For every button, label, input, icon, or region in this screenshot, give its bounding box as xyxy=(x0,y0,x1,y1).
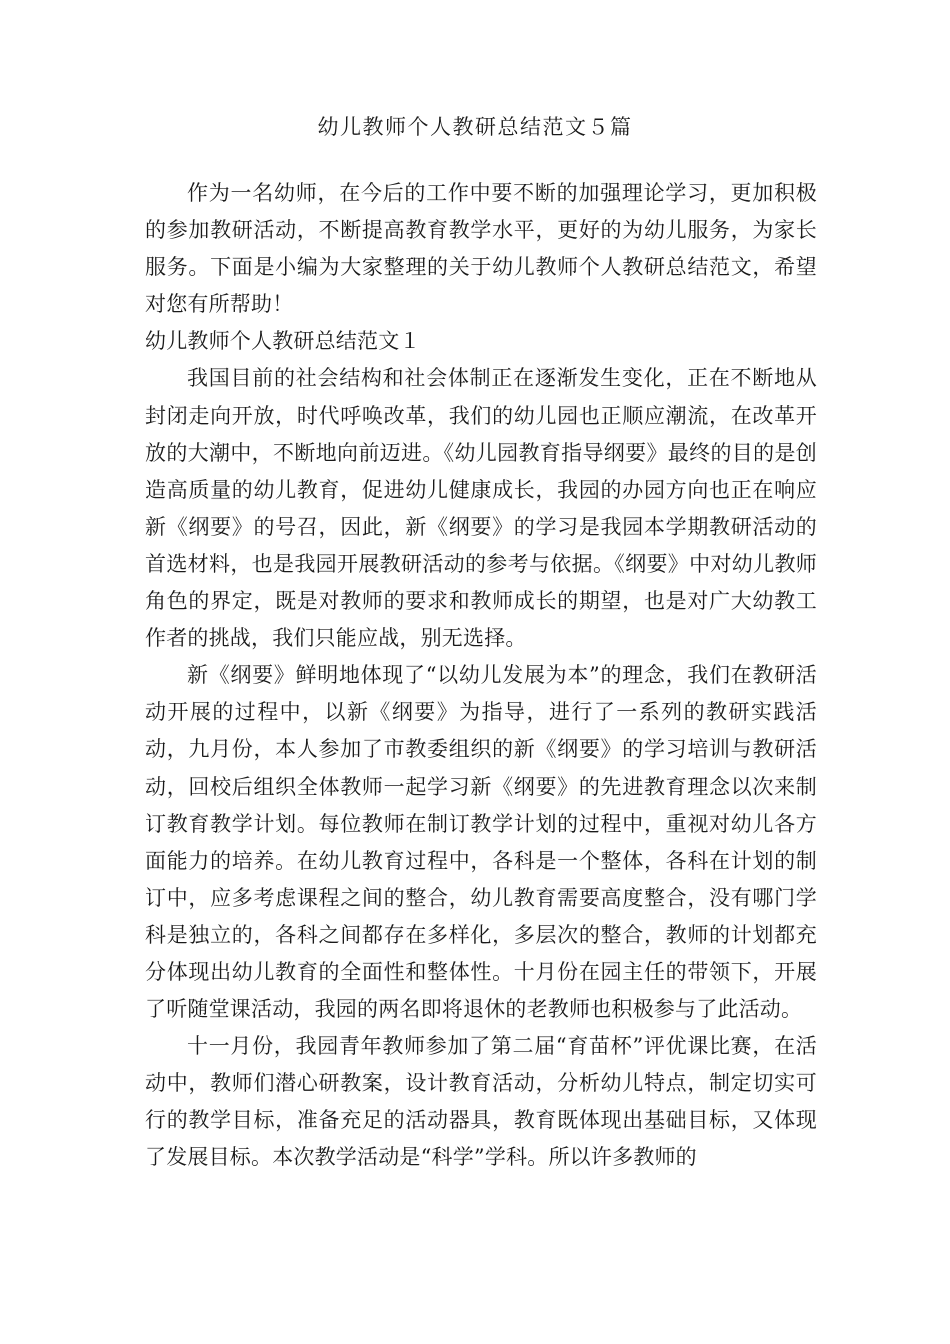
document-body xyxy=(145,175,817,1177)
body-paragraph: 新《纲要》鲜明地体现了“以幼儿发展为本”的理念，我们在教研活动开展的过程中，以新《纲要》为指导，进行了一系列的教研实践活动，九月份，本人参加了市教委组织的新《纲要》的学习培训与教研活动，回校后组织全体教师一起学习新《纲要》的先进教育理念以次来制订教育教学计划。每位教师在制订教学计划的过程中，重视对幼儿各方面能力的培养。在幼儿教育过程中，各科是一个整体，各科在计划的制订中，应多考虑课程之间的整合，幼儿教育需要高度整合，没有哪门学科是独立的，各科之间都存在多样化，多层次的整合，教师的计划都充分体现出幼儿教育的全面性和整体性。十月份在园主任的带领下，开展了听随堂课活动，我园的两名即将退休的老教师也积极参与了此活动。 xyxy=(145,663,817,1022)
document-title: 幼儿教师个人教研总结范文５篇 xyxy=(317,115,633,139)
intro-paragraph: 作为一名幼师，在今后的工作中要不断的加强理论学习，更加积极的参加教研活动，不断提高教育教学水平，更好的为幼儿服务，为家长服务。下面是小编为大家整理的关于幼儿教师个人教研总结范文，希望对您有所帮助！ xyxy=(145,181,817,317)
body-paragraph: 十一月份，我园青年教师参加了第二届“育苗杯”评优课比赛，在活动中，教师们潜心研教案，设计教育活动，分析幼儿特点，制定切实可行的教学目标，准备充足的活动器具，教育既体现出基础目标，又体现了发展目标。本次教学活动是“科学”学科。所以许多教师的 xyxy=(145,1034,817,1170)
body-paragraph: 我国目前的社会结构和社会体制正在逐渐发生变化，正在不断地从封闭走向开放，时代呼唤改革，我们的幼儿园也正顺应潮流，在改革开放的大潮中，不断地向前迈进。《幼儿园教育指导纲要》最终的目的是创造高质量的幼儿教育，促进幼儿健康成长，我园的办园方向也正在响应新《纲要》的号召，因此，新《纲要》的学习是我园本学期教研活动的首选材料，也是我园开展教研活动的参考与依据。《纲要》中对幼儿教师角色的界定，既是对教师的要求和教师成长的期望，也是对广大幼教工作者的挑战，我们只能应战，别无选择。 xyxy=(145,366,817,651)
section-heading: 幼儿教师个人教研总结范文１ xyxy=(145,329,421,354)
